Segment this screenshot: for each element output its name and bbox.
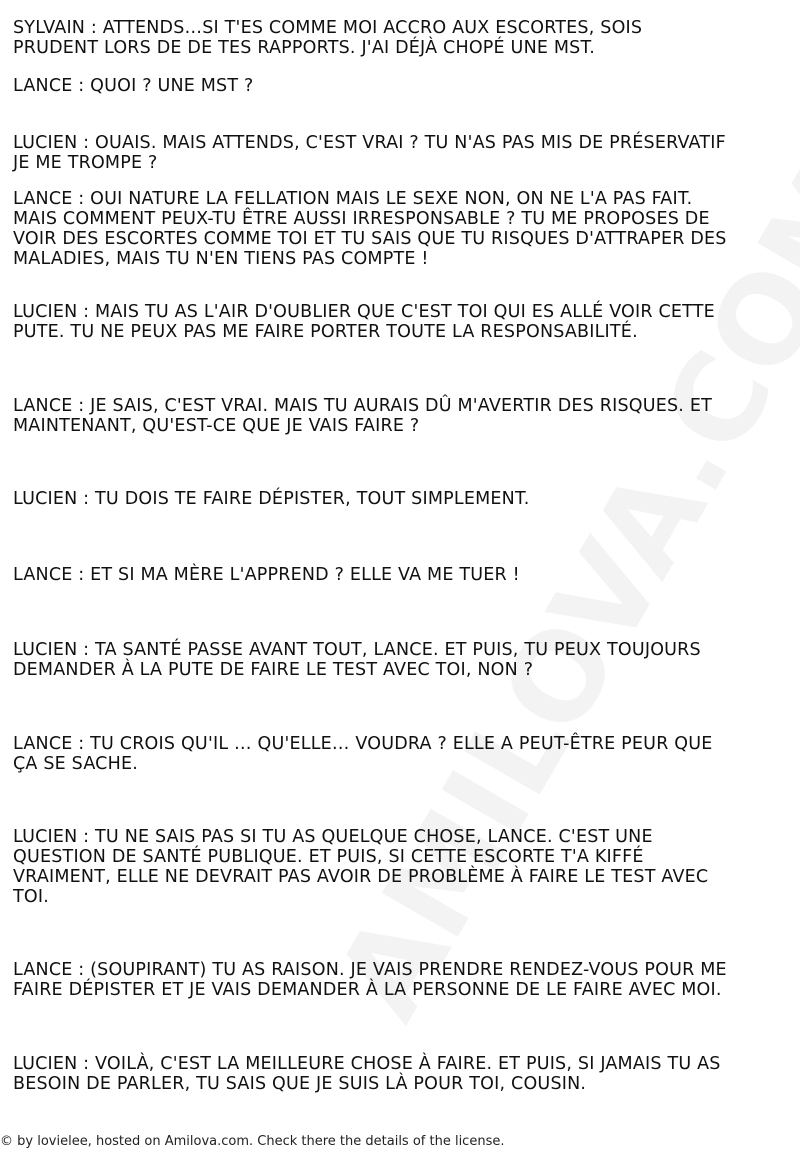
- license-footer: © by lovielee, hosted on Amilova.com. Check there the details of the license.: [0, 1134, 505, 1149]
- dialogue-lance-6: LANCE : (SOUPIRANT) TU AS RAISON. JE VAIS PRENDRE RENDEZ-VOUS POUR ME FAIRE DÉPISTER ET JE VAIS DEMANDER À LA PERSONNE DE LE FAIRE AVEC MOI.: [13, 960, 727, 1000]
- dialogue-lucien-4: LUCIEN : TA SANTÉ PASSE AVANT TOUT, LANCE. ET PUIS, TU PEUX TOUJOURS DEMANDER À LA PUTE DE FAIRE LE TEST AVEC TOI, NON ?: [13, 640, 701, 680]
- dialogue-lucien-6: LUCIEN : VOILÀ, C'EST LA MEILLEURE CHOSE À FAIRE. ET PUIS, SI JAMAIS TU AS BESOIN DE PARLER, TU SAIS QUE JE SUIS LÀ POUR TOI, COUSIN.: [13, 1054, 721, 1094]
- dialogue-lucien-1: LUCIEN : OUAIS. MAIS ATTENDS, C'EST VRAI ? TU N'AS PAS MIS DE PRÉSERVATIF JE ME TROMPE ?: [13, 133, 726, 173]
- dialogue-lance-3: LANCE : JE SAIS, C'EST VRAI. MAIS TU AURAIS DÛ M'AVERTIR DES RISQUES. ET MAINTENANT, QU'EST-CE QUE JE VAIS FAIRE ?: [13, 396, 712, 436]
- dialogue-lucien-2: LUCIEN : MAIS TU AS L'AIR D'OUBLIER QUE C'EST TOI QUI ES ALLÉ VOIR CETTE PUTE. TU NE PEUX PAS ME FAIRE PORTER TOUTE LA RESPONSABILITÉ.: [13, 302, 715, 342]
- dialogue-lance-1: LANCE : QUOI ? UNE MST ?: [13, 76, 254, 96]
- dialogue-lance-4: LANCE : ET SI MA MÈRE L'APPREND ? ELLE VA ME TUER !: [13, 565, 520, 585]
- dialogue-lance-5: LANCE : TU CROIS QU'IL … QU'ELLE… VOUDRA ? ELLE A PEUT-ÊTRE PEUR QUE ÇA SE SACHE.: [13, 734, 713, 774]
- dialogue-sylvain-1: SYLVAIN : ATTENDS…SI T'ES COMME MOI ACCRO AUX ESCORTES, SOIS PRUDENT LORS DE DE TES RAPPORTS. J'AI DÉJÀ CHOPÉ UNE MST.: [13, 18, 643, 58]
- dialogue-lucien-5: LUCIEN : TU NE SAIS PAS SI TU AS QUELQUE CHOSE, LANCE. C'EST UNE QUESTION DE SANTÉ PUBLIQUE. ET PUIS, SI CETTE ESCORTE T'A KIFFÉ VRAIMENT, ELLE NE DEVRAIT PAS AVOIR DE PROBLÈME À FAIRE LE TEST AVEC TOI.: [13, 827, 709, 907]
- dialogue-lucien-3: LUCIEN : TU DOIS TE FAIRE DÉPISTER, TOUT SIMPLEMENT.: [13, 489, 530, 509]
- dialogue-lance-2: LANCE : OUI NATURE LA FELLATION MAIS LE SEXE NON, ON NE L'A PAS FAIT. MAIS COMMENT PEUX-TU ÊTRE AUSSI IRRESPONSABLE ? TU ME PROPOSES DE VOIR DES ESCORTES COMME TOI ET TU SAIS QUE TU RISQUES D'ATTRAPER DES MALADIES, MAIS TU N'EN TIENS PAS COMPTE !: [13, 189, 727, 269]
